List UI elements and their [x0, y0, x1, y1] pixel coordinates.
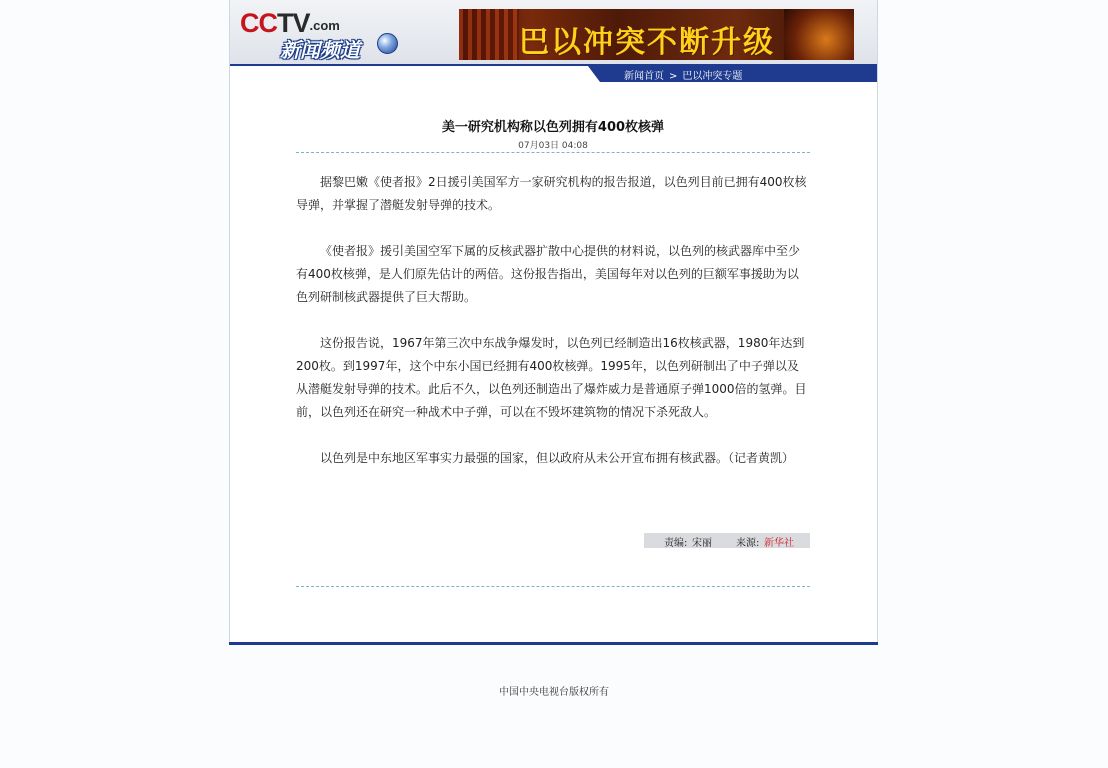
article-date: 07月03日 04:08: [518, 141, 588, 151]
page-bottom-border: [229, 642, 878, 645]
editor-name: 宋丽: [692, 538, 712, 549]
breadcrumb: [600, 66, 877, 82]
bottom-divider: [296, 586, 810, 587]
site-header: [230, 0, 877, 64]
paragraph: 这份报告说，1967年第三次中东战争爆发时，以色列已经制造出16枚核武器，1980年达到200枚。到1997年，这个中东小国已经拥有400枚核弹。1995年，以色列研制出了中子弹以及从潜艇发射导弹的技术。此后不久，以色列还制造出了爆炸威力是普通原子弹1000倍的氢弹。目前，以色列还在研究一种战术中子弹，可以在不毁坏建筑物的情况下杀死敌人。: [296, 336, 807, 419]
globe-icon: [377, 33, 398, 54]
breadcrumb-home-link[interactable]: 新闻首页: [624, 71, 664, 82]
banner-headline: 巴以冲突不断升级: [519, 25, 775, 60]
nav-bar: [230, 64, 877, 84]
copyright-text: 中国中央电视台版权所有: [499, 687, 609, 698]
channel-name[interactable]: 新闻频道: [280, 38, 360, 62]
breadcrumb-separator: >: [669, 71, 678, 82]
paragraph: 据黎巴嫩《使者报》2日援引美国军方一家研究机构的报告报道，以色列目前已拥有400枚核导弹，并掌握了潜艇发射导弹的技术。: [296, 175, 807, 212]
source-label: 来源:: [736, 538, 760, 549]
breadcrumb-topic-link[interactable]: 巴以冲突专题: [682, 71, 743, 82]
editor-label: 责编:: [664, 538, 688, 549]
article: [296, 110, 810, 470]
paragraph: 《使者报》援引美国空军下属的反核武器扩散中心提供的材料说，以色列的核武器库中至少有400枚核弹，是人们原先估计的两倍。这份报告指出，美国每年对以色列的巨额军事援助为以色列研制核武器提供了巨大帮助。: [296, 244, 801, 304]
headline-banner[interactable]: [459, 9, 854, 60]
banner-image-right: [784, 9, 854, 60]
credits-box: [644, 533, 810, 548]
article-title: 美一研究机构称以色列拥有400枚核弹: [441, 120, 665, 135]
cctv-logo[interactable]: CCTV.com: [240, 8, 340, 38]
article-page: [229, 0, 878, 644]
paragraph: 以色列是中东地区军事实力最强的国家，但以政府从未公开宣布拥有核武器。（记者黄凯）: [320, 451, 795, 465]
source-name[interactable]: 新华社: [764, 538, 794, 549]
banner-image-left: [459, 9, 519, 60]
article-body: [296, 153, 810, 470]
